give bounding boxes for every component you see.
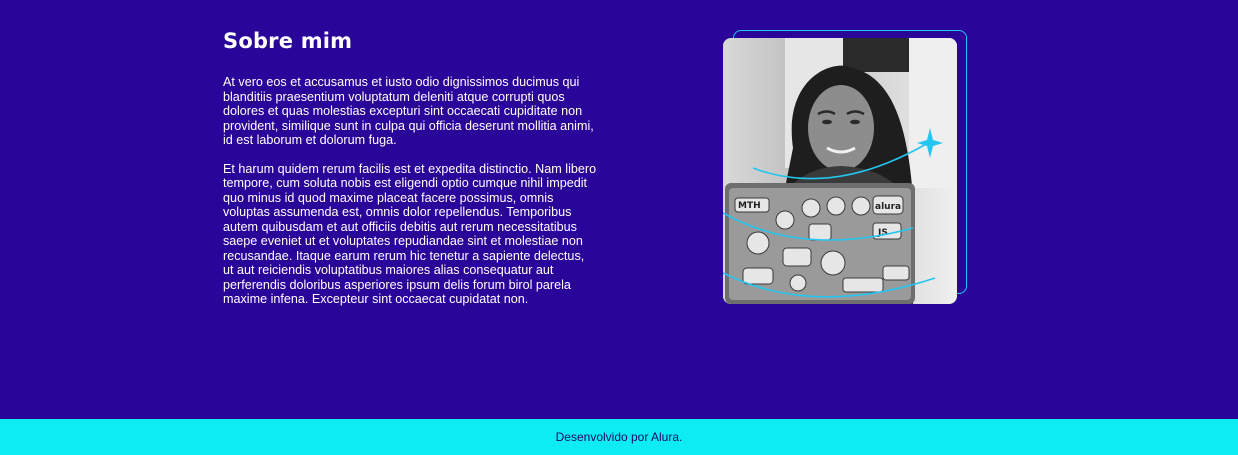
photo-shelf-dark	[843, 38, 909, 72]
sticker-text-js: JS	[878, 228, 888, 238]
about-paragraph-2: Et harum quidem rerum facilis est et expedita distinctio. Nam libero tempore, cum soluta nobis est eligendi optio cumque nihil impedit quo minus id quod maxime placeat facere possimus, omnis voluptas assumenda est, omnis dolor repellendus. Temporibus autem quibusdam et aut officiis debitis aut rerum necessitatibus saepe eveniet ut et voluptates repudiandae sint et molestiae non recusandae. Itaque earum rerum hic tenetur a sapiente delectus, ut aut reiciendis voluptatibus maiores alias consequatur aut perferendis doloribus asperiores ipsum delis forum birol parela maxime infena. Excepteur sint occaecat cupidatat non.	[223, 161, 597, 306]
about-paragraph-1: At vero eos et accusamus et iusto odio dignissimos ducimus qui blanditiis praesentium voluptatum deleniti atque corrupti quos dolores et quas molestias excepturi sint occaecati cupiditate non provident, similique sunt in culpa qui officia deserunt mollitia animi, id est laborum et dolorum fuga.	[223, 75, 594, 147]
photo-face	[808, 85, 874, 171]
about-section	[223, 28, 598, 321]
profile-photo-container	[723, 30, 967, 306]
footer	[0, 419, 1238, 455]
profile-photo	[723, 38, 957, 304]
sticker-text-alura: alura	[875, 202, 902, 212]
sticker-text-mth: MTH	[738, 201, 761, 211]
about-title: Sobre mim	[223, 29, 353, 53]
footer-credit-text: Desenvolvido por Alura.	[555, 430, 683, 444]
photo-wall-right	[909, 38, 957, 188]
